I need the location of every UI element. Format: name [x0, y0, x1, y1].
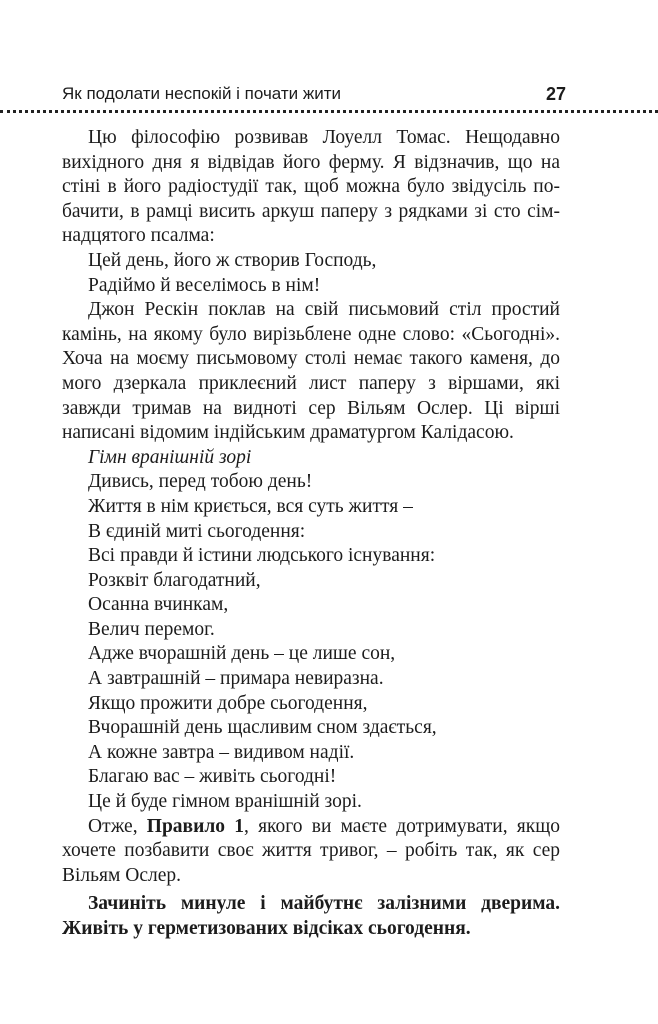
paragraph-ruskin: Джон Рескін поклав на свій письмовий стіл простий камінь, на якому було вирізьблене одне слово: «Сьогодні». Хоча на моєму письмовому столі немає такого каменя, до мого дзеркала приклеєний лист паперу з віршами, які завжди тримав на видноті сер Вільям Ослер. Ці вірші написані відомим індійським драматургом Калідасою. — [62, 299, 560, 444]
poem-line: В єдиній миті сьогодення: — [88, 520, 306, 542]
poem-line: Благаю вас – живіть сьогодні! — [88, 766, 337, 788]
psalm-line: Цей день, його ж створив Господь, — [88, 249, 377, 271]
poem-line: Це й буде гімном вранішній зорі. — [88, 791, 362, 813]
poem-line: Якщо прожити добре сьогодення, — [88, 692, 368, 714]
paragraph-rule-one — [62, 815, 560, 889]
rule-body-text: , якого ви маєте дотримувати, якщо хочете позбавити своє життя тривог, – робіть так, як сер Вільям Ослер. — [62, 815, 560, 886]
rule-label: Правило 1 — [146, 815, 244, 837]
poem-line: Дивись, перед тобою день! — [88, 471, 313, 493]
rule-lead-text: Отже, — [88, 815, 147, 837]
poem-line: А кожне завтра – видивом надії. — [88, 741, 355, 763]
running-title: Як подолати неспокій і почати жити — [62, 84, 342, 103]
paragraph-lowell-thomas: Цю філософію розвивав Лоуелл Томас. Нещодавно вихідного дня я відвідав його ферму. Я відзначив, що на стіні в його радіостудії так, щоб можна було звідусіль побачити, в рамці висить аркуш паперу з рядками зі сто сімнадцятого псалма: — [62, 127, 560, 247]
poem-line: Адже вчорашній день – це лише сон, — [88, 643, 396, 665]
poem-title: Гімн вранішній зорі — [88, 446, 252, 468]
poem-line: Осанна вчинкам, — [88, 594, 229, 616]
psalm-quote — [62, 249, 560, 298]
poem-line: Життя в нім криється, вся суть життя – — [88, 495, 413, 517]
closing-statement: Зачиніть минуле і майбутнє залізними дверима. Живіть у герметизованих відсіках сьогодення. — [62, 893, 560, 939]
psalm-line: Радіймо й веселімось в нім! — [88, 274, 321, 296]
poem-line: Всі правди й істини людського існування: — [88, 545, 436, 567]
poem-line: Велич перемог. — [88, 618, 215, 640]
page-number: 27 — [545, 84, 566, 104]
poem-line: Вчорашній день щасливим сном здається, — [88, 717, 437, 739]
poem-line: Розквіт благодатний, — [88, 569, 261, 591]
dotted-divider — [0, 110, 658, 113]
poem-line: А завтрашній – примара невиразна. — [88, 668, 384, 690]
page-body — [62, 126, 560, 942]
poem — [62, 446, 560, 815]
running-header — [62, 82, 566, 106]
